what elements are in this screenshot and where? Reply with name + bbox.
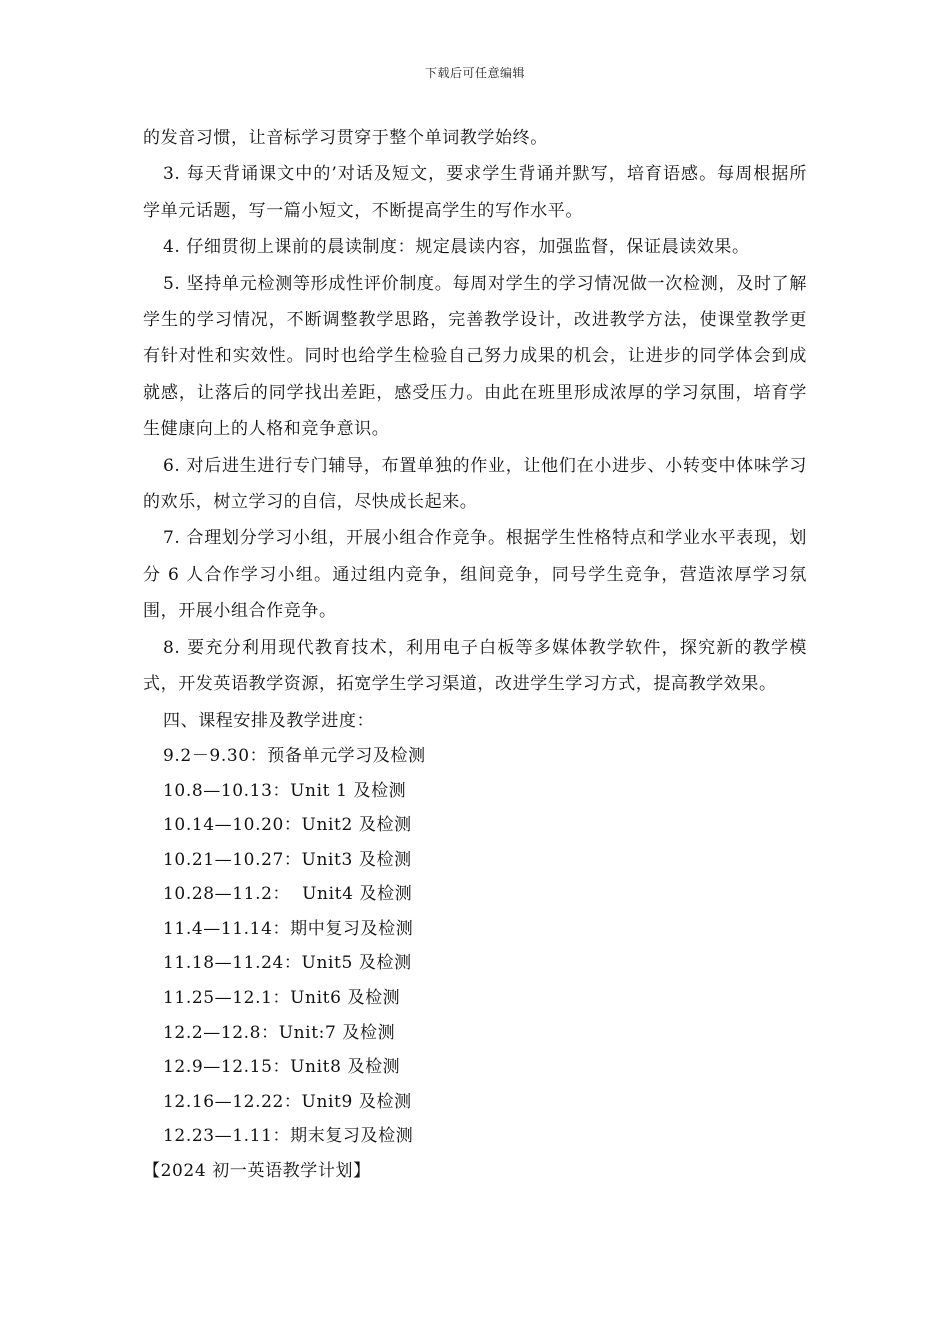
paragraph-item-8: 8. 要充分利用现代教育技术，利用电子白板等多媒体教学软件，探究新的教学模式，开发英语教学资源，拓宽学生学习渠道，改进学生学习方式，提高教学效果。 xyxy=(143,637,807,695)
schedule-item: 10.14—10.20：Unit2 及检测 xyxy=(163,815,412,836)
schedule-list xyxy=(143,739,807,1154)
schedule-item: 11.25—12.1：Unit6 及检测 xyxy=(163,988,401,1009)
paragraph-item-7: 7. 合理划分学习小组，开展小组合作竞争。根据学生性格特点和学业水平表现，划分 6 人合作学习小组。通过组内竞争，组间竞争，同号学生竞争，营造浓厚学习氛围，开展小组合作竞争。 xyxy=(143,528,807,622)
section-heading-schedule: 四、课程安排及教学进度： xyxy=(163,710,375,731)
schedule-item: 10.21—10.27：Unit3 及检测 xyxy=(163,849,412,870)
schedule-item: 12.16—12.22：Unit9 及检测 xyxy=(163,1091,412,1112)
paragraph-item-4: 4. 仔细贯彻上课前的晨读制度：规定晨读内容，加强监督，保证晨读效果。 xyxy=(163,237,750,258)
schedule-item: 11.18—11.24：Unit5 及检测 xyxy=(163,953,412,974)
document-body xyxy=(143,120,807,1188)
schedule-item: 12.9—12.15：Unit8 及检测 xyxy=(163,1057,401,1078)
schedule-item: 10.28—11.2： Unit4 及检测 xyxy=(163,884,413,905)
paragraph-continuation: 的发音习惯，让音标学习贯穿于整个单词教学始终。 xyxy=(143,128,548,148)
page-header: 下载后可任意编辑 xyxy=(424,66,525,80)
schedule-item: 9.2－9.30：预备单元学习及检测 xyxy=(163,745,426,766)
document-title-footer: 【2024 初一英语教学计划】 xyxy=(143,1161,371,1182)
schedule-item: 11.4—11.14：期中复习及检测 xyxy=(163,918,414,939)
paragraph-item-3: 3. 每天背诵课文中的’对话及短文，要求学生背诵并默写，培育语感。每周根据所学单元话题，写一篇小短文，不断提高学生的写作水平。 xyxy=(143,164,807,221)
paragraph-item-6: 6. 对后进生进行专门辅导，布置单独的作业，让他们在小进步、小转变中体味学习的欢乐，树立学习的自信，尽快成长起来。 xyxy=(143,455,807,513)
schedule-item: 12.2—12.8：Unit:7 及检测 xyxy=(163,1022,396,1043)
paragraph-item-5: 5. 坚持单元检测等形成性评价制度。每周对学生的学习情况做一次检测，及时了解学生的学习情况，不断调整教学思路，完善教学设计，改进教学方法，使课堂教学更有针对性和实效性。同时也给学生检验自己努力成果的机会，让进步的同学体会到成就感，让落后的同学找出差距，感受压力。由此在班里形成浓厚的学习氛围，培育学生健康向上的人格和竞争意识。 xyxy=(143,273,807,440)
schedule-item: 12.23—1.11：期末复习及检测 xyxy=(163,1126,414,1147)
schedule-item: 10.8—10.13：Unit 1 及检测 xyxy=(163,780,407,801)
